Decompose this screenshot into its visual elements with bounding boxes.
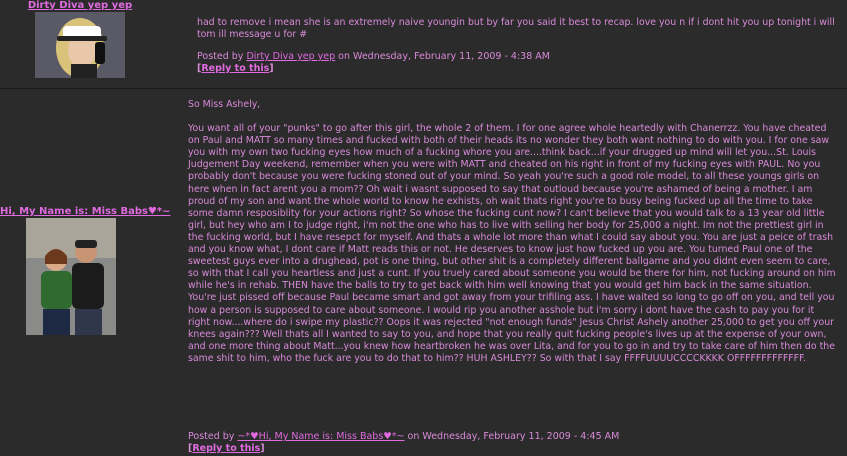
post-signature — [197, 51, 550, 63]
posted-by-author-link[interactable]: ~*♥Hi, My Name is: Miss Babs♥*~ — [237, 431, 405, 442]
author-link[interactable]: Hi, My Name is: Miss Babs♥*~ — [0, 206, 171, 217]
bracket-close: ] — [260, 443, 265, 454]
bracket-open: [ — [197, 63, 202, 74]
author-link[interactable]: Dirty Diva yep yep — [27, 0, 133, 11]
bracket-open: [ — [188, 443, 193, 454]
post-body — [197, 17, 837, 41]
posted-by-author-link[interactable]: Dirty Diva yep yep — [246, 51, 336, 62]
post-timestamp: on Wednesday, February 11, 2009 - 4:45 AM — [404, 431, 620, 442]
reply-link[interactable]: Reply to this — [201, 63, 270, 74]
bracket-close: ] — [269, 63, 274, 74]
post-body — [188, 99, 838, 365]
author-column — [0, 89, 186, 456]
post-text: had to remove i mean she is an extremely naive youngin but by far you said it best to recap. love you n if i dont hit you up tonight i will tom ill message u for # — [197, 17, 835, 41]
post — [0, 89, 847, 456]
reply-container — [197, 63, 274, 75]
author-column — [0, 0, 186, 88]
post — [0, 0, 847, 88]
reply-link[interactable]: Reply to this — [192, 443, 261, 454]
author-avatar[interactable] — [35, 12, 125, 78]
post-timestamp: on Wednesday, February 11, 2009 - 4:38 AM — [335, 51, 550, 62]
author-avatar[interactable] — [26, 218, 116, 335]
reply-container — [188, 443, 265, 455]
posted-by-label: Posted by — [197, 51, 247, 62]
post-signature — [188, 431, 619, 443]
posted-by-label: Posted by — [188, 431, 238, 442]
post-text: You want all of your "punks" to go after this girl, the whole 2 of them. I for one agree whole heartedly with Chanerrzz. You have cheated on Paul and MATT so many times and fucked with both of their heads its no wonder they both want nothing to do with you. I for one saw you with my own two fucking eyes how much of a fucking whore you are....think back...if your drugged up mind will let you...St. Louis Judgement Day weekend, remember when you were with MATT and cheated on his right in front of my fucking eyes with PAUL. No you probably don't because you were fucking stoned out of your mind. So yeah you're such a good role model, to all these youngs girls on here when in fact arent you a mom?? Oh wait i wasnt supposed to say that outloud because you're ashamed of being a mother. I am proud of my son and want the whole world to know he exhists, oh wait thats right you're to busy being fucked up all the time to take some damn resposiblity for your actions right? So whose the fucking cunt now? I can't believe that you would talk to a 13 year old little girl, but hey who am I to judge right, i'm not the one who has to live with selling her body for 25,000 a night. Im not the prettiest girl in the fucking world, but I have resepct for myself. And thats a whole lot more than what I could say about you. You are just a peice of trash and you know what, I dont care if Matt reads this or not. He deserves to know just how fucked up you are. You turned Paul one of the sweetest guys ever into a drughead, pot is one thing, but other shit is a completely different ballgame and you didnt even seem to care, so with that I call you heartless and just a cunt. If you truely cared about someone you would be there for him, not fucking around on him while he's in rehab. THEN have the balls to try to get back with him well knowing that you would get him back in the same situation. You're just pissed off because Paul became smart and got away from your trifiling ass. I have waited so long to go off on you, and tell you how a person is supposed to care about someone. I would rip you another asshole but i'm sorry i dont have the cash to pay you for it right now....where do i swipe my plastic?? Oops it was rejected "not enough funds" Jesus Christ Ashely another 25,000 to get you off your knees again??? Well thats all I wanted to say to you, and hope that you really quit fucking people's lives up at the expense of your own, and one more thing about Matt...you knew how heartbroken he was over Lita, and for you to go in and try to take care of him then do the same shit to him, who the fuck are you to do that to him?? HUH ASHLEY?? So with that I say FFFFUUUUCCCCKKKK OFFFFFFFFFFFFF. — [188, 123, 836, 364]
post-greeting: So Miss Ashely, — [188, 99, 261, 110]
